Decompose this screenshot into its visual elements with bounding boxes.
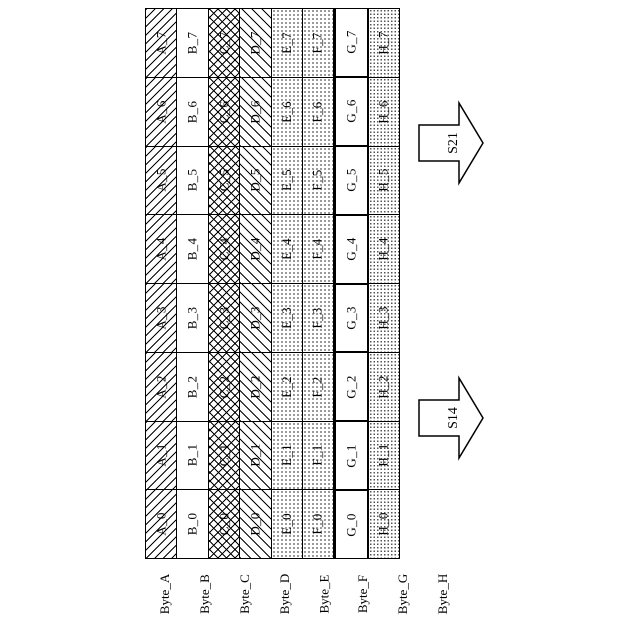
cell-label: F_1 xyxy=(310,444,326,466)
cell-label: C_1 xyxy=(215,444,231,467)
byte-row-h xyxy=(369,9,399,558)
cell-h-0 xyxy=(369,490,399,558)
cell-h-4 xyxy=(369,215,399,284)
cell-d-1 xyxy=(240,422,270,491)
cell-label: B_2 xyxy=(184,375,200,398)
cell-f-3 xyxy=(303,284,333,353)
cell-g-7 xyxy=(336,9,366,78)
cell-label: D_6 xyxy=(247,99,263,124)
cell-f-6 xyxy=(303,78,333,147)
row-label-byte-b: Byte_B xyxy=(197,574,213,614)
cell-label: F_4 xyxy=(310,238,326,260)
cell-d-2 xyxy=(240,353,270,422)
cell-h-7 xyxy=(369,9,399,78)
cell-label: F_5 xyxy=(310,169,326,191)
cell-d-0 xyxy=(240,490,270,558)
cell-f-7 xyxy=(303,9,333,78)
cell-a-6 xyxy=(146,78,176,147)
cell-h-2 xyxy=(369,353,399,422)
cell-d-4 xyxy=(240,215,270,284)
cell-b-0 xyxy=(177,490,207,558)
cell-a-0 xyxy=(146,490,176,558)
cell-label: E_5 xyxy=(278,169,294,192)
cell-label: G_5 xyxy=(343,168,359,192)
cell-label: E_1 xyxy=(278,444,294,467)
cell-label: D_4 xyxy=(247,237,263,261)
cell-label: G_4 xyxy=(343,237,359,261)
byte-row-g xyxy=(334,9,368,558)
cell-e-4 xyxy=(272,215,302,284)
cell-label: C_5 xyxy=(215,169,231,192)
arrow-s14-label: S14 xyxy=(445,407,461,429)
cell-g-0 xyxy=(336,491,366,558)
cell-label: H_2 xyxy=(375,374,391,399)
cell-h-3 xyxy=(369,284,399,353)
cell-e-2 xyxy=(272,353,302,422)
cell-label: A_1 xyxy=(153,443,169,468)
cell-label: B_5 xyxy=(184,169,200,192)
cell-g-6 xyxy=(336,78,366,147)
row-label-group xyxy=(145,562,451,634)
cell-label: B_6 xyxy=(184,100,200,123)
cell-a-4 xyxy=(146,215,176,284)
arrow-s21 xyxy=(415,95,487,191)
byte-row-e xyxy=(272,9,303,558)
cell-label: B_3 xyxy=(184,306,200,330)
cell-label: F_2 xyxy=(310,376,326,398)
cell-label: G_0 xyxy=(343,512,359,537)
cell-e-6 xyxy=(272,78,302,147)
cell-h-6 xyxy=(369,78,399,147)
cell-label: C_6 xyxy=(215,100,231,123)
row-label-byte-e: Byte_E xyxy=(316,574,332,614)
cell-c-1 xyxy=(209,422,239,491)
cell-c-5 xyxy=(209,147,239,216)
cell-f-4 xyxy=(303,215,333,284)
cell-label: D_1 xyxy=(247,443,263,468)
row-label-byte-h: Byte_H xyxy=(435,573,451,615)
cell-b-4 xyxy=(177,215,207,284)
cell-label: G_3 xyxy=(343,306,359,330)
cell-label: A_5 xyxy=(153,168,169,193)
cell-label: A_2 xyxy=(153,374,169,399)
cell-label: B_7 xyxy=(184,31,200,55)
cell-h-5 xyxy=(369,147,399,216)
cell-a-7 xyxy=(146,9,176,78)
row-label-byte-f: Byte_F xyxy=(355,574,371,614)
byte-matrix xyxy=(145,8,400,559)
cell-label: C_3 xyxy=(215,306,231,330)
cell-label: F_3 xyxy=(310,307,326,329)
row-label-byte-a: Byte_A xyxy=(157,573,173,615)
cell-label: A_7 xyxy=(153,31,169,55)
cell-e-0 xyxy=(272,490,302,558)
cell-label: G_7 xyxy=(343,30,359,55)
row-label-byte-d: Byte_D xyxy=(277,573,293,615)
cell-label: E_6 xyxy=(278,100,294,123)
cell-label: H_6 xyxy=(375,99,391,124)
arrow-s14 xyxy=(415,370,487,466)
cell-label: A_4 xyxy=(153,237,169,261)
cell-e-3 xyxy=(272,284,302,353)
cell-c-2 xyxy=(209,353,239,422)
cell-b-2 xyxy=(177,353,207,422)
cell-label: F_0 xyxy=(310,513,326,535)
cell-label: C_7 xyxy=(215,31,231,55)
cell-g-2 xyxy=(336,353,366,422)
cell-label: E_7 xyxy=(278,31,294,54)
cell-label: H_3 xyxy=(375,306,391,330)
cell-b-1 xyxy=(177,422,207,491)
cell-a-3 xyxy=(146,284,176,353)
cell-a-5 xyxy=(146,147,176,216)
cell-label: G_2 xyxy=(343,375,359,399)
cell-c-0 xyxy=(209,490,239,558)
cell-f-2 xyxy=(303,353,333,422)
cell-label: C_2 xyxy=(215,375,231,398)
row-label-byte-c: Byte_C xyxy=(237,574,253,614)
cell-b-5 xyxy=(177,147,207,216)
byte-row-c xyxy=(209,9,240,558)
cell-f-1 xyxy=(303,422,333,491)
cell-c-3 xyxy=(209,284,239,353)
cell-label: A_6 xyxy=(153,99,169,124)
cell-label: A_3 xyxy=(153,306,169,330)
cell-e-5 xyxy=(272,147,302,216)
cell-label: D_2 xyxy=(247,374,263,399)
cell-c-6 xyxy=(209,78,239,147)
cell-label: G_6 xyxy=(343,99,359,123)
byte-row-d xyxy=(240,9,271,558)
cell-label: H_1 xyxy=(375,443,391,468)
cell-g-4 xyxy=(336,216,366,285)
cell-e-1 xyxy=(272,422,302,491)
cell-label: F_7 xyxy=(310,32,326,54)
cell-label: E_0 xyxy=(278,513,294,536)
cell-b-6 xyxy=(177,78,207,147)
cell-label: D_5 xyxy=(247,168,263,193)
cell-a-2 xyxy=(146,353,176,422)
cell-b-7 xyxy=(177,9,207,78)
cell-label: B_4 xyxy=(184,237,200,261)
cell-h-1 xyxy=(369,422,399,491)
row-label-byte-g: Byte_G xyxy=(394,573,410,615)
cell-f-0 xyxy=(303,490,333,558)
cell-label: D_0 xyxy=(247,512,263,536)
cell-label: D_3 xyxy=(247,306,263,330)
arrow-s21-label: S21 xyxy=(445,132,461,154)
byte-row-f xyxy=(303,9,334,558)
cell-d-5 xyxy=(240,147,270,216)
byte-row-b xyxy=(177,9,208,558)
cell-d-7 xyxy=(240,9,270,78)
cell-g-3 xyxy=(336,285,366,354)
cell-label: C_0 xyxy=(215,512,231,536)
cell-label: H_4 xyxy=(375,237,391,261)
cell-label: H_0 xyxy=(375,512,391,536)
cell-g-5 xyxy=(336,147,366,216)
cell-label: G_1 xyxy=(343,444,359,468)
cell-label: E_3 xyxy=(278,306,294,329)
cell-label: E_2 xyxy=(278,375,294,398)
cell-f-5 xyxy=(303,147,333,216)
cell-label: D_7 xyxy=(247,31,263,55)
cell-label: H_7 xyxy=(375,31,391,55)
cell-label: B_1 xyxy=(184,444,200,467)
cell-label: C_4 xyxy=(215,237,231,261)
cell-d-6 xyxy=(240,78,270,147)
cell-label: A_0 xyxy=(153,512,169,536)
cell-c-7 xyxy=(209,9,239,78)
cell-a-1 xyxy=(146,422,176,491)
cell-label: E_4 xyxy=(278,238,294,261)
cell-e-7 xyxy=(272,9,302,78)
cell-label: B_0 xyxy=(184,512,200,536)
cell-label: F_6 xyxy=(310,101,326,123)
cell-g-1 xyxy=(336,422,366,491)
cell-b-3 xyxy=(177,284,207,353)
cell-d-3 xyxy=(240,284,270,353)
byte-row-a xyxy=(146,9,177,558)
cell-label: H_5 xyxy=(375,168,391,193)
cell-c-4 xyxy=(209,215,239,284)
